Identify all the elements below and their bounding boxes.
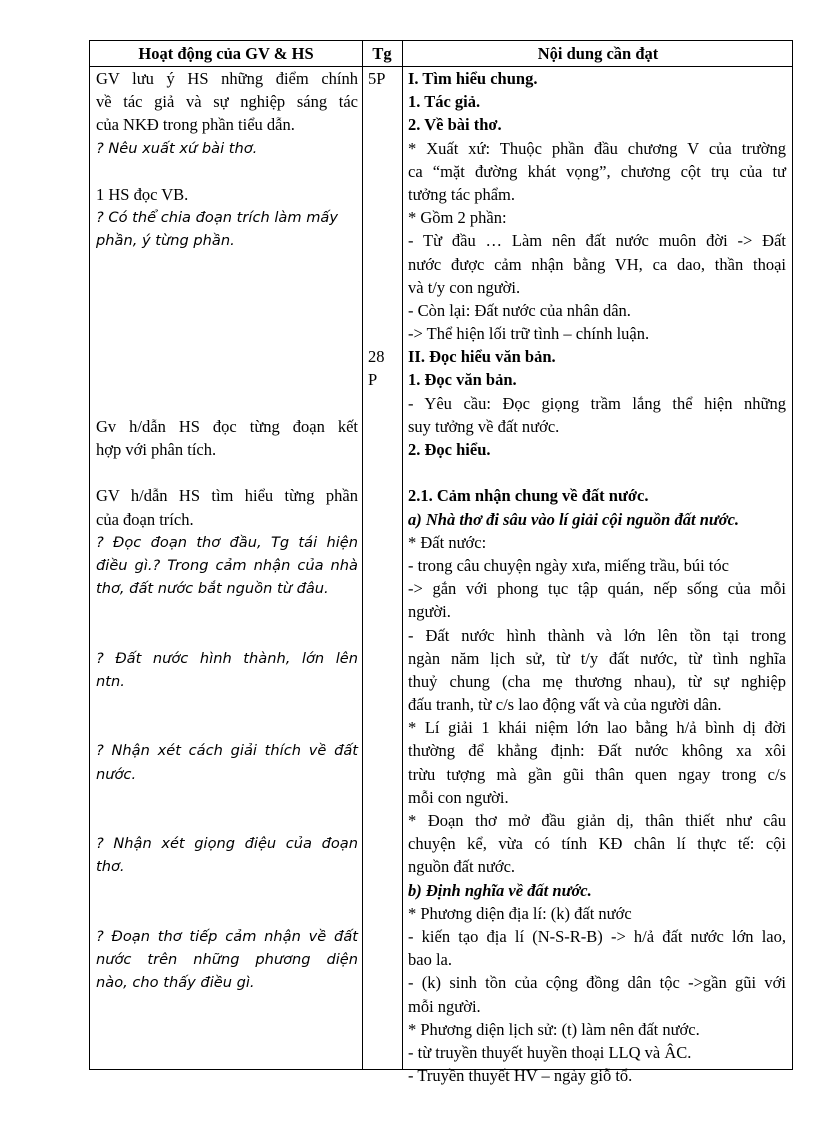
subsection-heading: 1. Tác giả. [408,92,481,112]
activity-line: của đoạn trích. [96,509,194,529]
header-time: Tg [372,44,392,63]
activity-question: nước trên những phương diện [96,951,358,969]
time-value: P [368,370,378,390]
lesson-table [89,40,793,1086]
section-heading: II. Đọc hiểu văn bản. [408,347,556,367]
content-line: * Lí giải 1 khái niệm lớn lao bằng h/ả bình dị đời [408,718,786,738]
content-line: -> Thể hiện lối trữ tình – chính luận. [408,324,650,344]
content-line: người. [408,602,451,622]
activity-line: GV lưu ý HS những điểm chính [96,69,358,88]
content-line: -> gắn với phong tục tập quán, nếp sống của mỗi [408,579,786,599]
time-value: 28 [368,347,385,367]
activity-question: ? Có thể chia đoạn trích làm mấy [96,209,339,227]
activity-line: GV h/dẫn HS tìm hiểu từng phần [96,486,358,506]
time-column [368,67,398,392]
content-line: bao la. [408,950,452,970]
header-content: Nội dung cần đạt [537,44,659,63]
content-line: - Từ đầu … Làm nên đất nước muôn đời -> Đất [408,231,786,251]
content-line: mỗi người. [408,996,481,1016]
content-line: - Đất nước hình thành và lớn lên tồn tại trong [408,625,786,645]
activity-question: nào, cho thấy điều gì. [96,974,255,992]
activities-column [96,67,358,995]
content-line: * Phương diện địa lí: (k) đất nước [408,903,632,923]
content-line: * Gồm 2 phần: [408,208,507,228]
column-divider [402,41,403,1069]
content-line: thuỷ chung (cha mẹ thương nhau), từ sự nghiệp [408,671,786,691]
content-line: ca “mặt đường khát vọng”, chương cột trụ của tư [408,161,786,181]
content-line: tưởng tác phẩm. [408,184,516,204]
content-line: suy tưởng về đất nước. [408,416,560,436]
content-line: mỗi con người. [408,787,509,807]
activity-question: ? Đọc đoạn thơ đầu, Tg tái hiện [96,533,358,551]
subsection-heading: 2. Về bài thơ. [408,115,502,135]
content-line: - kiến tạo địa lí (N-S-R-B) -> h/ả đất nước lớn lao, [408,926,786,946]
activity-line: 1 HS đọc VB. [96,184,189,204]
content-column [408,67,786,1087]
content-line: - Yêu cầu: Đọc giọng trầm lắng thể hiện những [408,393,786,413]
content-line: - từ truyền thuyết huyền thoại LLQ và ÂC. [408,1042,692,1062]
content-line: đấu tranh, từ c/s lao động vất và của người dân. [408,695,722,715]
header-activities: Hoạt động của GV & HS [138,44,314,63]
content-line: nước được cảm nhận bằng VH, ca dao, thần thoại [408,254,786,274]
content-line: và t/y con người. [408,277,521,297]
subsection-heading: a) Nhà thơ đi sâu vào lí giải cội nguồn đất nước. [408,509,740,529]
subsection-heading: 2. Đọc hiểu. [408,440,491,459]
time-value: 5P [368,69,386,88]
content-line: - trong câu chuyện ngày xưa, miếng trầu, búi tóc [408,555,729,575]
activity-question: phần, ý từng phần. [96,232,235,250]
activity-question: ? Đoạn thơ tiếp cảm nhận về đất [96,927,358,945]
activity-question: thơ. [96,858,125,876]
activity-question: ? Đất nước hình thành, lớn lên [96,649,358,667]
content-line: trừu tượng mà gần gũi thân quen ngay trong c/s [408,764,786,784]
activity-question: ? Nhận xét cách giải thích về đất [96,742,358,760]
activity-line: hợp với phân tích. [96,440,217,459]
content-line: - (k) sinh tồn của cộng đồng dân tộc ->gần gũi với [408,973,786,993]
content-line: * Đoạn thơ mở đầu giản dị, thân thiết như câu [408,811,786,830]
activity-line: về tác giả và sự nghiệp sáng tác [96,92,358,112]
subsection-heading: b) Định nghĩa về đất nước. [408,880,592,900]
content-line: * Phương diện lịch sử: (t) làm nên đất nước. [408,1019,700,1039]
activity-question: điều gì.? Trong cảm nhận của nhà [96,556,358,574]
content-line: chuyện kể, vừa có tính KĐ chân lí thực tế: cội [408,834,786,854]
activity-line: của NKĐ trong phần tiểu dẫn. [96,115,295,135]
activity-question: thơ, đất nước bắt nguồn từ đâu. [96,580,329,598]
activity-question: ntn. [96,672,125,690]
content-line: nguồn đất nước. [408,857,516,877]
content-line: * Xuất xứ: Thuộc phần đầu chương V của trường [408,138,786,158]
activity-question: ? Nêu xuất xứ bài thơ. [96,139,258,157]
content-line: thường để khẳng định: Đất nước không xa xôi [408,741,786,761]
subsection-heading: 2.1. Cảm nhận chung về đất nước. [408,486,649,506]
activity-line: Gv h/dẫn HS đọc từng đoạn kết [96,416,358,436]
subsection-heading: 1. Đọc văn bản. [408,370,517,390]
activity-question: nước. [96,765,137,783]
content-line: - Còn lại: Đất nước của nhân dân. [408,300,631,320]
content-line: ngàn năm lịch sử, từ t/y đất nước, từ tình nghĩa [408,648,786,668]
content-line: - Truyền thuyết HV – ngày giỗ tổ. [408,1066,633,1086]
column-divider [362,41,363,1069]
content-line: * Đất nước: [408,532,487,552]
section-heading: I. Tìm hiểu chung. [408,69,538,88]
activity-question: ? Nhận xét giọng điệu của đoạn [96,835,358,853]
